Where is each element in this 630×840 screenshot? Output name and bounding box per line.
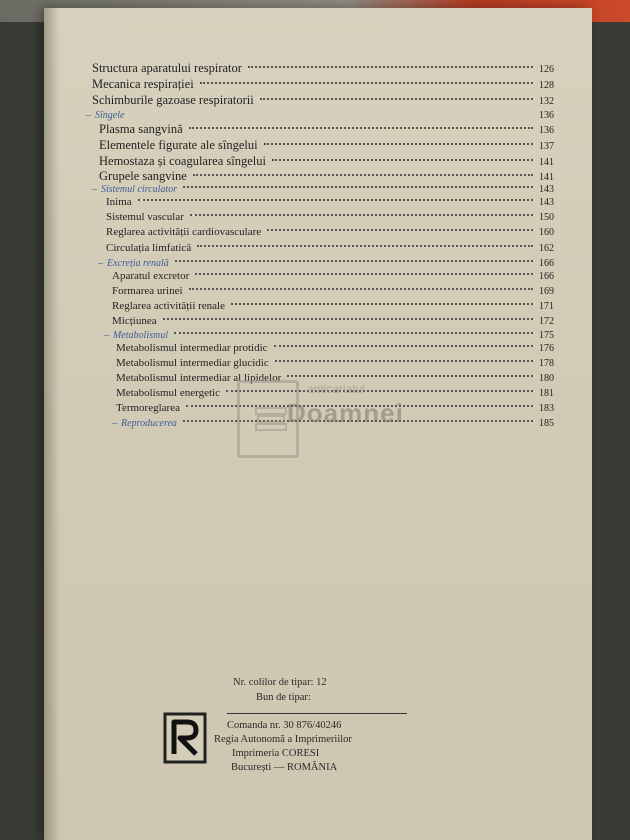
section-dash: – — [112, 418, 117, 429]
toc-entry-label: Structura aparatului respirator — [92, 61, 242, 75]
toc-page-number: 185 — [539, 418, 554, 429]
toc-page-number: 181 — [539, 388, 554, 399]
toc-section-label: Reproducerea — [121, 418, 177, 429]
dot-leader — [189, 127, 533, 129]
book-stack-icon — [254, 405, 288, 435]
toc-entry-label: Formarea urinei — [112, 285, 183, 297]
toc-section-label: Sîngele — [95, 110, 125, 121]
toc-entry — [112, 300, 554, 312]
toc-entry — [106, 196, 554, 208]
section-dash: – — [86, 110, 91, 121]
spine-shadow — [44, 8, 60, 840]
toc-entry — [112, 270, 554, 282]
toc-entry-label: Circulația limfatică — [106, 242, 192, 254]
toc-page-number: 141 — [539, 157, 554, 168]
toc-section — [86, 110, 554, 121]
toc-section-label: Sistemul circulator — [101, 184, 178, 195]
toc-entry-label: Elementele figurate ale sîngelui — [99, 138, 258, 152]
toc-page-number: 132 — [539, 96, 554, 107]
toc-section-label: Excreția renală — [107, 258, 169, 269]
toc-entry — [106, 211, 554, 223]
toc-entry-label: Aparatul excretor — [112, 270, 190, 282]
toc-page-number: 141 — [539, 172, 554, 183]
toc-section-label: Metabolismul — [113, 330, 168, 341]
toc-page-number: 171 — [539, 301, 554, 312]
toc-entry-label: Inima — [106, 196, 132, 208]
toc-entry — [99, 169, 554, 184]
toc-entry-label: Metabolismul energetic — [116, 387, 220, 399]
toc-entry-label: Grupele sangvine — [99, 169, 187, 183]
dot-leader — [264, 143, 533, 145]
toc-entry-label: Metabolismul intermediar protidic — [116, 342, 268, 354]
dot-leader — [195, 273, 533, 275]
imprint-city: București — ROMÂNIA — [231, 762, 338, 773]
toc-entry — [106, 242, 554, 254]
dot-leader — [275, 360, 533, 362]
toc-entry — [116, 342, 554, 354]
toc-entry-label: Hemostaza și coagularea sîngelui — [99, 154, 266, 168]
toc-page-number: 180 — [539, 373, 554, 384]
dot-leader — [287, 375, 533, 377]
toc-page-number: 176 — [539, 343, 554, 354]
toc-entry-label: Sistemul vascular — [106, 211, 184, 223]
toc-page-number: 143 — [539, 197, 554, 208]
toc-page-number: 166 — [539, 258, 554, 269]
toc-page-number: 166 — [539, 271, 554, 282]
toc-page-number: 128 — [539, 80, 554, 91]
toc-page-number: 183 — [539, 403, 554, 414]
toc-section — [92, 184, 554, 195]
toc-page-number: 178 — [539, 358, 554, 369]
toc-entry-label: Termoreglarea — [116, 402, 180, 414]
publisher-logo-icon — [163, 712, 207, 764]
toc-entry — [92, 77, 554, 92]
toc-page-number: 137 — [539, 141, 554, 152]
toc-entry — [99, 154, 554, 169]
dot-leader — [138, 199, 533, 201]
toc-entry-label: Schimburile gazoase respiratorii — [92, 93, 254, 107]
toc-entry-label: Plasma sangvină — [99, 122, 183, 136]
dot-leader — [260, 98, 533, 100]
dot-leader — [274, 345, 533, 347]
toc-page-number: 126 — [539, 64, 554, 75]
toc-entry — [112, 315, 554, 327]
dot-leader — [200, 82, 533, 84]
toc-entry — [99, 122, 554, 137]
dot-leader — [197, 245, 533, 247]
section-dash: – — [92, 184, 97, 195]
dot-leader — [272, 159, 533, 161]
imprint-order: Comanda nr. 30 876/40246 — [227, 720, 342, 731]
dot-leader — [163, 318, 533, 320]
toc-entry — [92, 93, 554, 108]
toc-page-number: 143 — [539, 184, 554, 195]
section-dash: – — [104, 330, 109, 341]
toc-entry-label: Micțiunea — [112, 315, 157, 327]
dot-leader — [183, 186, 533, 188]
imprint-sheets: Nr. colilor de tipar: 12 — [233, 677, 327, 688]
toc-section — [98, 258, 554, 269]
dot-leader — [267, 229, 533, 231]
toc-page-number: 136 — [539, 125, 554, 136]
dot-leader — [189, 288, 533, 290]
toc-entry — [112, 285, 554, 297]
dot-leader — [190, 214, 533, 216]
toc-entry-label: Reglarea activității cardiovasculare — [106, 226, 262, 238]
toc-entry-label: Mecanica respirației — [92, 77, 194, 91]
toc-section — [104, 330, 554, 341]
toc-page-number: 162 — [539, 243, 554, 254]
imprint-publisher: Regia Autonomă a Imprimeriilor — [214, 734, 352, 745]
toc-page-number: 160 — [539, 227, 554, 238]
toc-page-number: 169 — [539, 286, 554, 297]
book-page — [44, 8, 592, 840]
section-dash: – — [98, 258, 103, 269]
toc-page-number: 136 — [539, 110, 554, 121]
toc-page-number: 150 — [539, 212, 554, 223]
dot-leader — [193, 174, 533, 176]
toc-entry — [106, 226, 554, 238]
toc-entry-label: Reglarea activității renale — [112, 300, 225, 312]
dot-leader — [174, 332, 533, 334]
toc-entry-label: Metabolismul intermediar glucidic — [116, 357, 269, 369]
watermark — [237, 380, 407, 460]
imprint-printer: Imprimeria CORESI — [232, 748, 320, 759]
dot-leader — [248, 66, 533, 68]
imprint-print-ready: Bun de tipar: — [256, 692, 311, 703]
toc-entry — [99, 138, 554, 153]
watermark-title: Doamnei — [287, 398, 404, 428]
toc-entry-label: Metabolismul intermediar al lipidelor — [116, 372, 282, 384]
watermark-subtitle: anticariatul — [307, 382, 366, 396]
imprint-rule — [227, 713, 407, 714]
toc-entry — [116, 357, 554, 369]
toc-page-number: 175 — [539, 330, 554, 341]
dot-leader — [175, 260, 533, 262]
dot-leader — [231, 303, 533, 305]
toc-entry — [92, 61, 554, 76]
toc-page-number: 172 — [539, 316, 554, 327]
